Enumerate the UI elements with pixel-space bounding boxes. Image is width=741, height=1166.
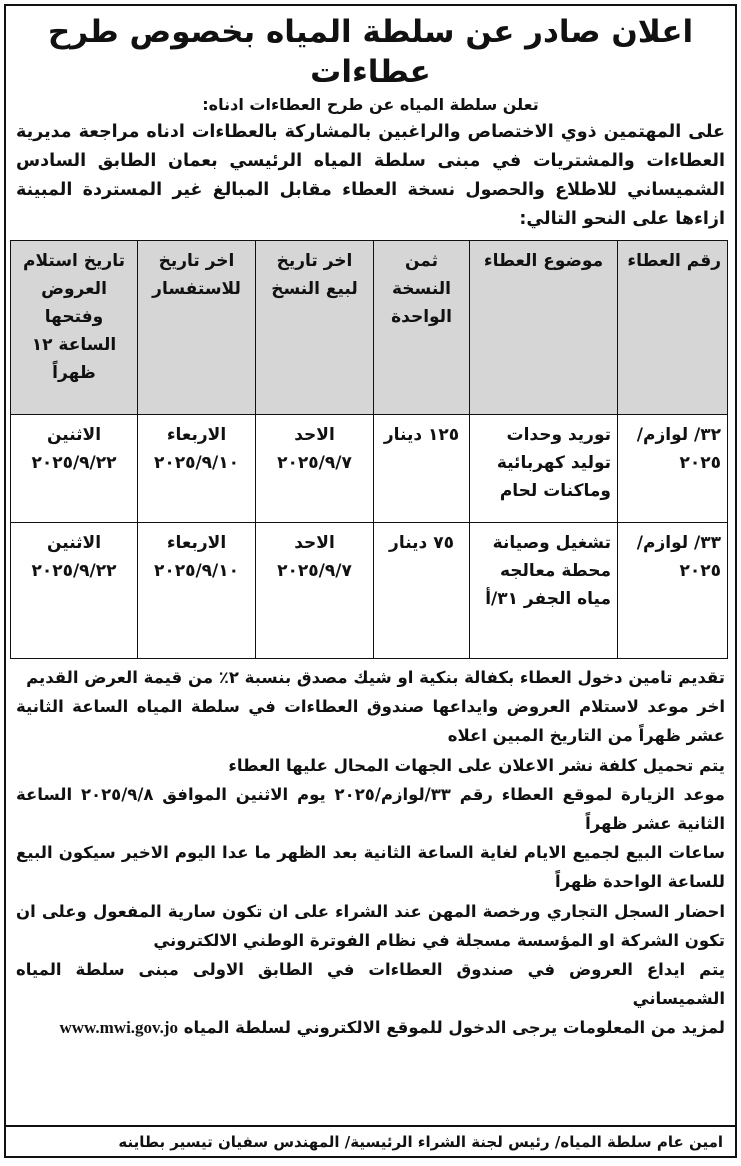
- condition-registration: احضار السجل التجاري ورخصة المهن عند الشراء على ان تكون سارية المفعول وعلى ان تكون الشركة او المؤسسة مسجلة في نظام الفوترة الوطني الالكتروني: [16, 901, 725, 950]
- last-inquiry-date: ٢٠٢٥/٩/١٠: [153, 453, 240, 473]
- price-cell: ٧٥ دينار: [374, 523, 470, 659]
- opening-cell: [11, 415, 138, 523]
- announcement-title: اعلان صادر عن سلطة المياه بخصوص طرح عطاءات: [47, 14, 694, 90]
- last-sale-cell: [256, 415, 374, 523]
- last-inquiry-cell: [138, 523, 256, 659]
- header-price: ثمن النسخة الواحدة: [374, 241, 470, 415]
- condition-website: [16, 1013, 725, 1042]
- table-row: [11, 415, 728, 523]
- header-subject: موضوع العطاء: [470, 241, 618, 415]
- opening-date: ٢٠٢٥/٩/٢٢: [31, 561, 117, 581]
- last-sale-day: الاحد: [294, 425, 335, 445]
- signature-line: امين عام سلطة المياه/ رئيس لجنة الشراء الرئيسية/ المهندس سفيان تيسير بطاينه: [6, 1125, 735, 1156]
- opening-date: ٢٠٢٥/٩/٢٢: [31, 453, 117, 473]
- tender-no-cell: ٣٢/ لوازم/٢٠٢٥: [618, 415, 728, 523]
- opening-day: الاثنين: [46, 533, 102, 553]
- last-inquiry-cell: [138, 415, 256, 523]
- table-header-row: [11, 241, 728, 415]
- intro-paragraph: على المهتمين ذوي الاختصاص والراغبين بالمشاركة بالعطاءات ادناه مراجعة مديرية العطاءات والمشتريات في مبنى سلطة المياه الرئيسي بعمان الطابق السادس الشميساني للاطلاع والحصول نسخة العطاء مقابل المبالغ غير المستردة المبينة ازاءها على النحو التالي:: [16, 122, 725, 229]
- header-tender-no: رقم العطاء: [618, 241, 728, 415]
- subject-cell: توريد وحدات توليد كهربائية وماكنات لحام: [470, 415, 618, 523]
- condition-deadline: اخر موعد لاستلام العروض وايداعها صندوق العطاءات في سلطة المياه الساعة الثانية عشر ظهراً من التاريخ المبين اعلاه: [16, 697, 725, 746]
- condition-submission: يتم ايداع العروض في صندوق العطاءات في الطابق الاولى مبنى سلطة المياه الشميساني: [16, 960, 725, 1009]
- conditions-list: [6, 659, 735, 1043]
- tender-announcement: [4, 4, 737, 1158]
- subject-cell: تشغيل وصيانة محطة معالجه مياه الجفر ٣١/أ: [470, 523, 618, 659]
- website-note-text: لمزيد من المعلومات يرجى الدخول للموقع الالكتروني لسلطة المياه: [183, 1018, 725, 1038]
- last-inquiry-date: ٢٠٢٥/٩/١٠: [153, 561, 240, 581]
- last-sale-date: ٢٠٢٥/٩/٧: [277, 453, 352, 473]
- opening-day: الاثنين: [46, 425, 102, 445]
- condition-sale-hours: ساعات البيع لجميع الايام لغاية الساعة الثانية بعد الظهر ما عدا اليوم الاخير سيكون البيع للساعة الواحدة ظهراً: [16, 843, 725, 892]
- last-sale-date: ٢٠٢٥/٩/٧: [277, 561, 352, 581]
- announcement-subtitle: تعلن سلطة المياه عن طرح العطاءات ادناه:: [202, 95, 539, 114]
- opening-cell: [11, 523, 138, 659]
- header-last-sale: اخر تاريخ لبيع النسخ: [256, 241, 374, 415]
- last-sale-day: الاحد: [294, 533, 335, 553]
- last-inquiry-day: الاربعاء: [166, 533, 227, 553]
- website-link[interactable]: www.mwi.gov.jo: [59, 1018, 179, 1038]
- price-cell: ١٢٥ دينار: [374, 415, 470, 523]
- condition-ad-cost: يتم تحميل كلفة نشر الاعلان على الجهات المحال عليها العطاء: [228, 755, 725, 775]
- header-opening: تاريخ استلام العروض وفتحها الساعة ١٢ ظهراً: [11, 241, 138, 415]
- condition-bid-bond: تقديم تامين دخول العطاء بكفالة بنكية او شيك مصدق بنسبة ٢٪ من قيمة العرض القديم: [26, 668, 725, 687]
- header-last-inquiry: اخر تاريخ للاستفسار: [138, 241, 256, 415]
- last-sale-cell: [256, 523, 374, 659]
- table-row: [11, 523, 728, 659]
- tender-no-cell: ٣٣/ لوازم/٢٠٢٥: [618, 523, 728, 659]
- tenders-table: [10, 240, 728, 659]
- last-inquiry-day: الاربعاء: [166, 425, 227, 445]
- condition-site-visit: موعد الزيارة لموقع العطاء رقم ٣٣/لوازم/٢٠٢٥ يوم الاثنين الموافق ٢٠٢٥/٩/٨ الساعة الثانية عشر ظهراً: [16, 784, 725, 834]
